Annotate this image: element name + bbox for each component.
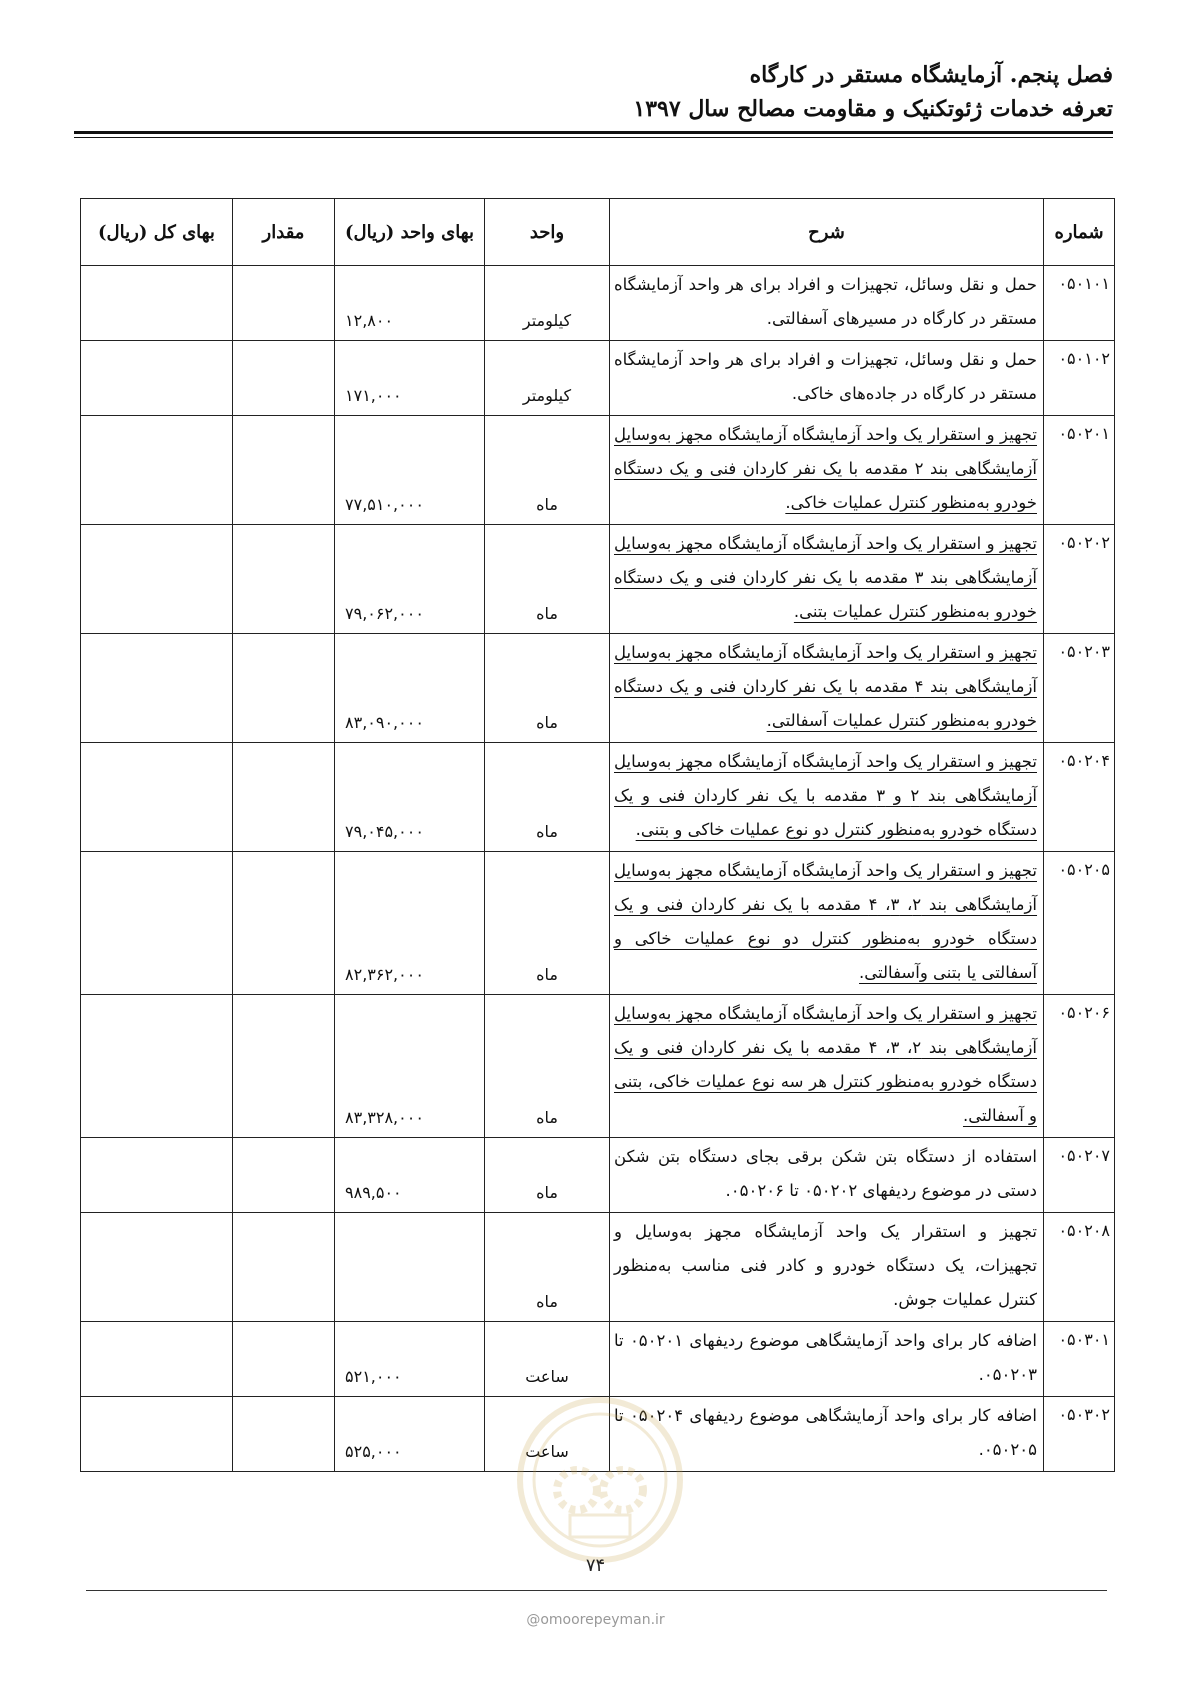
row-quantity bbox=[233, 852, 335, 995]
row-unit bbox=[485, 634, 610, 743]
row-unit-price-text: ۸۳,۰۹۰,۰۰۰ bbox=[345, 713, 424, 732]
row-unit-price bbox=[335, 525, 485, 634]
row-unit-price-text: ۸۲,۳۶۲,۰۰۰ bbox=[345, 965, 424, 984]
row-unit-price bbox=[335, 1138, 485, 1213]
row-total bbox=[81, 1322, 233, 1397]
row-total bbox=[81, 852, 233, 995]
row-quantity bbox=[233, 743, 335, 852]
row-unit-text: ماه bbox=[536, 604, 558, 623]
gear-seal-icon bbox=[515, 1395, 685, 1565]
row-unit-price-text: ۵۲۱,۰۰۰ bbox=[345, 1367, 402, 1386]
row-code-text: ۰۵۰۱۰۲ bbox=[1058, 349, 1110, 368]
table-row bbox=[81, 743, 1115, 852]
row-unit bbox=[485, 1322, 610, 1397]
row-code bbox=[1044, 416, 1115, 525]
header-total: بهای کل (ریال) bbox=[81, 199, 233, 266]
row-unit bbox=[485, 743, 610, 852]
row-unit-price bbox=[335, 995, 485, 1138]
row-unit-price bbox=[335, 1213, 485, 1322]
row-unit-price bbox=[335, 1322, 485, 1397]
header-unit-price: بهای واحد (ریال) bbox=[335, 199, 485, 266]
row-unit-price bbox=[335, 852, 485, 995]
row-quantity bbox=[233, 1213, 335, 1322]
table-row bbox=[81, 1213, 1115, 1322]
row-unit bbox=[485, 525, 610, 634]
row-code bbox=[1044, 1322, 1115, 1397]
row-quantity bbox=[233, 416, 335, 525]
table-row bbox=[81, 341, 1115, 416]
row-unit-text: ماه bbox=[536, 713, 558, 732]
row-unit-price bbox=[335, 1397, 485, 1472]
row-code-text: ۰۵۰۳۰۲ bbox=[1058, 1405, 1110, 1424]
page-number: ۷۴ bbox=[585, 1555, 606, 1576]
row-code bbox=[1044, 1397, 1115, 1472]
header-description: شرح bbox=[610, 199, 1044, 266]
row-quantity bbox=[233, 341, 335, 416]
row-unit-price-text: ۸۳,۳۲۸,۰۰۰ bbox=[345, 1108, 424, 1127]
table-row bbox=[81, 634, 1115, 743]
tariff-title: تعرفه خدمات ژئوتکنیک و مقاومت مصالح سال ۱۳۹۷ bbox=[633, 96, 1113, 122]
row-code-text: ۰۵۰۲۰۵ bbox=[1058, 860, 1110, 879]
row-total bbox=[81, 416, 233, 525]
row-code-text: ۰۵۰۲۰۷ bbox=[1058, 1146, 1110, 1165]
row-description bbox=[610, 525, 1044, 634]
row-total bbox=[81, 1213, 233, 1322]
row-unit-text: ساعت bbox=[525, 1367, 569, 1386]
row-quantity bbox=[233, 1322, 335, 1397]
row-unit-text: ماه bbox=[536, 1183, 558, 1202]
row-unit bbox=[485, 1138, 610, 1213]
table-header-row bbox=[81, 199, 1115, 266]
chapter-title: فصل پنجم. آزمایشگاه مستقر در کارگاه bbox=[749, 62, 1113, 88]
row-unit-text: ماه bbox=[536, 1292, 558, 1311]
row-description bbox=[610, 1322, 1044, 1397]
row-code bbox=[1044, 1213, 1115, 1322]
row-description-text: حمل و نقل وسائل، تجهیزات و افراد برای هر واحد آزمایشگاه مستقر در کارگاه در مسیرهای آسفالتی. bbox=[614, 275, 1037, 328]
row-code-text: ۰۵۰۲۰۱ bbox=[1058, 424, 1110, 443]
row-description-text: اضافه کار برای واحد آزمایشگاهی موضوع ردیفهای ۰۵۰۲۰۴ تا ۰۵۰۲۰۵. bbox=[614, 1406, 1037, 1459]
row-unit-price-text: ۷۹,۰۶۲,۰۰۰ bbox=[345, 604, 424, 623]
table-row bbox=[81, 416, 1115, 525]
row-description-text: تجهیز و استقرار یک واحد آزمایشگاه آزمایشگاه مجهز به‌وسایل آزمایشگاهی بند ۲، ۳، ۴ مقدمه با یک نفر کاردان فنی و یک دستگاه خودرو به‌منظور کنترل دو نوع عملیات خاکی و آسفالتی یا بتنی وآسفالتی. bbox=[614, 861, 1038, 982]
row-unit bbox=[485, 852, 610, 995]
table-row bbox=[81, 525, 1115, 634]
row-description-text: استفاده از دستگاه بتن شکن برقی بجای دستگاه بتن شکن دستی در موضوع ردیفهای ۰۵۰۲۰۲ تا ۰۵۰۲۰۶. bbox=[614, 1147, 1037, 1200]
row-total bbox=[81, 525, 233, 634]
row-description-text: اضافه کار برای واحد آزمایشگاهی موضوع ردیفهای ۰۵۰۲۰۱ تا ۰۵۰۲۰۳. bbox=[614, 1331, 1037, 1384]
row-code-text: ۰۵۰۲۰۲ bbox=[1058, 533, 1110, 552]
table-row bbox=[81, 852, 1115, 995]
row-code bbox=[1044, 341, 1115, 416]
row-quantity bbox=[233, 995, 335, 1138]
header-rule-thick bbox=[74, 131, 1113, 134]
row-description bbox=[610, 341, 1044, 416]
row-total bbox=[81, 266, 233, 341]
row-unit bbox=[485, 266, 610, 341]
page-header bbox=[73, 58, 1113, 126]
row-code bbox=[1044, 995, 1115, 1138]
row-unit-price bbox=[335, 743, 485, 852]
row-unit-price bbox=[335, 416, 485, 525]
row-description bbox=[610, 1213, 1044, 1322]
row-description bbox=[610, 743, 1044, 852]
row-unit bbox=[485, 1213, 610, 1322]
table-row bbox=[81, 266, 1115, 341]
row-description-text: تجهیز و استقرار یک واحد آزمایشگاه آزمایشگاه مجهز به‌وسایل آزمایشگاهی بند ۲ مقدمه با یک نفر کاردان فنی و یک دستگاه خودرو به‌منظور کنترل عملیات خاکی. bbox=[614, 425, 1038, 512]
row-unit-text: ماه bbox=[536, 1108, 558, 1127]
row-unit-price-text: ۷۷,۵۱۰,۰۰۰ bbox=[345, 495, 424, 514]
row-unit-price-text: ۹۸۹,۵۰۰ bbox=[345, 1183, 402, 1202]
header-rule-thin bbox=[74, 137, 1113, 138]
row-code bbox=[1044, 852, 1115, 995]
row-unit bbox=[485, 341, 610, 416]
table-row bbox=[81, 1322, 1115, 1397]
row-description bbox=[610, 416, 1044, 525]
row-total bbox=[81, 341, 233, 416]
row-quantity bbox=[233, 634, 335, 743]
row-description bbox=[610, 852, 1044, 995]
row-code bbox=[1044, 266, 1115, 341]
row-quantity bbox=[233, 1397, 335, 1472]
row-unit-text: ماه bbox=[536, 822, 558, 841]
row-code bbox=[1044, 634, 1115, 743]
row-unit-price-text: ۱۲,۸۰۰ bbox=[345, 311, 394, 330]
row-total bbox=[81, 1397, 233, 1472]
row-description-text: حمل و نقل وسائل، تجهیزات و افراد برای هر واحد آزمایشگاه مستقر در کارگاه در جاده‌های خاکی. bbox=[614, 350, 1037, 403]
row-unit-price bbox=[335, 341, 485, 416]
row-unit-price bbox=[335, 634, 485, 743]
row-code-text: ۰۵۰۱۰۱ bbox=[1058, 274, 1110, 293]
row-unit-text: ماه bbox=[536, 965, 558, 984]
row-unit-price-text: ۵۲۵,۰۰۰ bbox=[345, 1442, 402, 1461]
row-code-text: ۰۵۰۲۰۴ bbox=[1058, 751, 1110, 770]
row-quantity bbox=[233, 266, 335, 341]
row-code-text: ۰۵۰۳۰۱ bbox=[1058, 1330, 1110, 1349]
table-row bbox=[81, 995, 1115, 1138]
row-code bbox=[1044, 1138, 1115, 1213]
row-code bbox=[1044, 743, 1115, 852]
row-description bbox=[610, 634, 1044, 743]
row-unit-price-text: ۱۷۱,۰۰۰ bbox=[345, 386, 402, 405]
row-unit-text: ساعت bbox=[525, 1442, 569, 1461]
row-code bbox=[1044, 525, 1115, 634]
header-unit: واحد bbox=[485, 199, 610, 266]
row-quantity bbox=[233, 525, 335, 634]
row-code-text: ۰۵۰۲۰۳ bbox=[1058, 642, 1110, 661]
row-unit-price bbox=[335, 266, 485, 341]
row-total bbox=[81, 1138, 233, 1213]
row-code-text: ۰۵۰۲۰۸ bbox=[1058, 1221, 1110, 1240]
row-code-text: ۰۵۰۲۰۶ bbox=[1058, 1003, 1110, 1022]
tariff-table bbox=[80, 198, 1115, 1472]
row-unit-text: کیلومتر bbox=[522, 311, 572, 330]
row-quantity bbox=[233, 1138, 335, 1213]
header-code: شماره bbox=[1044, 199, 1115, 266]
row-unit-price-text: ۷۹,۰۴۵,۰۰۰ bbox=[345, 822, 424, 841]
header-quantity: مقدار bbox=[233, 199, 335, 266]
row-description-text: تجهیز و استقرار یک واحد آزمایشگاه آزمایشگاه مجهز به‌وسایل آزمایشگاهی بند ۳ مقدمه با یک نفر کاردان فنی و یک دستگاه خودرو به‌منظور کنترل عملیات بتنی. bbox=[614, 534, 1038, 621]
table-row bbox=[81, 1138, 1115, 1213]
row-description bbox=[610, 995, 1044, 1138]
row-description-text: تجهیز و استقرار یک واحد آزمایشگاه آزمایشگاه مجهز به‌وسایل آزمایشگاهی بند ۲، ۳، ۴ مقدمه با یک نفر کاردان فنی و یک دستگاه خودرو به‌منظور کنترل هر سه نوع عملیات خاکی، بتنی و آسفالتی. bbox=[614, 1004, 1038, 1125]
website-watermark: @omoorepeyman.ir bbox=[526, 1612, 665, 1628]
row-total bbox=[81, 995, 233, 1138]
row-unit-text: کیلومتر bbox=[522, 386, 572, 405]
row-unit bbox=[485, 416, 610, 525]
row-unit-text: ماه bbox=[536, 495, 558, 514]
row-total bbox=[81, 743, 233, 852]
row-description bbox=[610, 266, 1044, 341]
row-description-text: تجهیز و استقرار یک واحد آزمایشگاه مجهز به‌وسایل و تجهیزات، یک دستگاه خودرو و کادر فنی مناسب به‌منظور کنترل عملیات جوش. bbox=[614, 1222, 1037, 1309]
row-description-text: تجهیز و استقرار یک واحد آزمایشگاه آزمایشگاه مجهز به‌وسایل آزمایشگاهی بند ۴ مقدمه با یک نفر کاردان فنی و یک دستگاه خودرو به‌منظور کنترل عملیات آسفالتی. bbox=[614, 643, 1038, 730]
row-total bbox=[81, 634, 233, 743]
table-body bbox=[81, 266, 1115, 1472]
row-description-text: تجهیز و استقرار یک واحد آزمایشگاه آزمایشگاه مجهز به‌وسایل آزمایشگاهی بند ۲ و ۳ مقدمه با یک نفر کاردان فنی و یک دستگاه خودرو به‌منظور کنترل دو نوع عملیات خاکی و بتنی. bbox=[614, 752, 1037, 839]
row-unit bbox=[485, 995, 610, 1138]
footer-rule bbox=[86, 1590, 1107, 1591]
row-description bbox=[610, 1138, 1044, 1213]
